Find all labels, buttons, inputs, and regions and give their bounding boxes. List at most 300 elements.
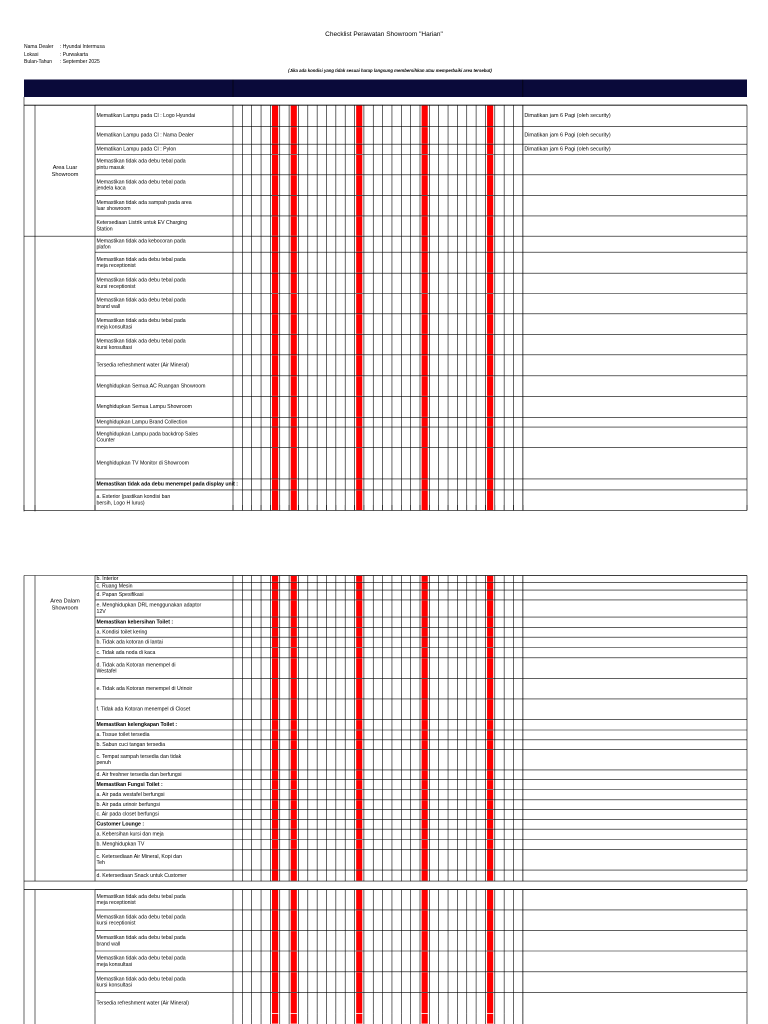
highlight-day-cell xyxy=(291,820,297,829)
highlight-day-cell xyxy=(291,294,297,314)
highlight-day-cell xyxy=(291,479,297,489)
kondisi-ideal-cell xyxy=(97,220,188,232)
kondisi-ideal-cell: b. Menghidupkan TV xyxy=(96,841,145,848)
kondisi-ideal-cell: Tersedia refreshment water (Air Mineral) xyxy=(96,362,190,369)
highlight-day-cell xyxy=(291,196,297,216)
text-line: kursi receptionist xyxy=(96,920,136,927)
highlight-day-cell xyxy=(291,993,297,1013)
highlight-day-cell xyxy=(272,253,278,273)
highlight-day-cell xyxy=(356,951,362,971)
highlight-day-cell xyxy=(272,800,278,809)
highlight-day-cell xyxy=(291,972,297,992)
highlight-day-cell xyxy=(272,397,278,417)
highlight-day-cell xyxy=(422,780,428,789)
highlight-day-cell xyxy=(487,294,493,314)
highlight-day-cell xyxy=(487,740,493,749)
highlight-day-cell xyxy=(356,479,362,489)
highlight-day-cell xyxy=(356,155,362,175)
highlight-day-cell xyxy=(487,155,493,175)
highlight-day-cell xyxy=(422,850,428,870)
highlight-day-cell xyxy=(356,890,362,910)
kondisi-ideal-cell: d. Air freshner tersedia dan berfungsi xyxy=(96,772,182,779)
highlight-day-cell xyxy=(422,910,428,930)
highlight-day-cell xyxy=(272,274,278,294)
highlight-day-cell xyxy=(356,335,362,355)
highlight-day-cell xyxy=(356,648,362,658)
text-line: c. Ketersediaan Air Mineral, Kopi dan xyxy=(96,853,182,860)
text-line: bersih, Logo H lurus) xyxy=(96,500,145,507)
text-line: meja receptionist xyxy=(96,900,136,907)
text-line: jendela kaca xyxy=(96,185,126,192)
text-line: Station xyxy=(96,226,113,233)
highlight-day-cell xyxy=(291,679,297,699)
highlight-day-cell xyxy=(272,448,278,479)
highlight-day-cell xyxy=(487,810,493,819)
highlight-day-cell xyxy=(291,576,297,582)
highlight-day-cell xyxy=(272,638,278,648)
text-line: Showroom xyxy=(51,605,79,612)
highlight-day-cell xyxy=(356,237,362,252)
kondisi-ideal-cell: a. Kondisi toilet kering xyxy=(96,629,148,636)
highlight-day-cell xyxy=(272,830,278,840)
highlight-day-cell xyxy=(422,355,428,375)
highlight-day-cell xyxy=(422,871,428,881)
text-line: Memastikan tidak ada debu tebal pada xyxy=(96,297,186,304)
meta-value: : Hyundai Intermusa xyxy=(60,44,105,50)
highlight-day-cell xyxy=(356,993,362,1013)
highlight-day-cell xyxy=(356,600,362,616)
highlight-day-cell xyxy=(487,274,493,294)
text-line: brand wall xyxy=(96,941,121,948)
highlight-day-cell xyxy=(272,871,278,881)
highlight-day-cell xyxy=(272,418,278,427)
highlight-day-cell xyxy=(422,790,428,800)
highlight-day-cell xyxy=(487,648,493,658)
highlight-day-cell xyxy=(272,951,278,971)
highlight-day-cell xyxy=(291,253,297,273)
highlight-day-cell xyxy=(422,699,428,719)
top-instruction-note: (Jika ada kondisi yang tidak sesuai harap langsung membersihkan atau memperbaiki area tersebut) xyxy=(288,68,492,73)
highlight-day-cell xyxy=(291,1014,297,1024)
highlight-day-cell xyxy=(422,216,428,236)
highlight-day-cell xyxy=(422,314,428,334)
kondisi-ideal-cell xyxy=(97,935,186,947)
kondisi-ideal-cell xyxy=(97,914,186,926)
text-line: d. Tidak ada Kotoran menempel di xyxy=(96,662,176,669)
highlight-day-cell xyxy=(291,127,297,144)
highlight-day-cell xyxy=(291,638,297,648)
kondisi-ideal-cell: d. Papan Spesifikasi xyxy=(96,592,144,599)
highlight-day-cell xyxy=(272,679,278,699)
kondisi-ideal-cell: Tersedia refreshment water (Air Mineral) xyxy=(96,1000,190,1007)
highlight-day-cell xyxy=(487,720,493,730)
highlight-day-cell xyxy=(422,830,428,840)
kondisi-ideal-cell xyxy=(97,238,186,250)
highlight-day-cell xyxy=(272,155,278,175)
text-line: a. Exterior (pastikan kondisi ban xyxy=(96,494,171,501)
highlight-day-cell xyxy=(487,418,493,427)
highlight-day-cell xyxy=(291,397,297,417)
highlight-day-cell xyxy=(356,583,362,590)
text-line: Teh xyxy=(96,860,105,867)
kondisi-ideal-cell: a. Kebersihan kursi dan meja xyxy=(96,831,164,838)
highlight-day-cell xyxy=(272,591,278,600)
kondisi-ideal-cell: f. Tidak ada Kotoran menempel di Closet xyxy=(96,706,191,713)
kondisi-ideal-cell: b. Sabun cuci tangan tersedia xyxy=(96,741,166,748)
highlight-day-cell xyxy=(291,658,297,678)
highlight-day-cell xyxy=(422,750,428,770)
highlight-day-cell xyxy=(272,810,278,819)
highlight-day-cell xyxy=(356,253,362,273)
text-line: Memastikan tidak ada debu tebal pada xyxy=(96,893,186,900)
highlight-day-cell xyxy=(422,770,428,779)
highlight-day-cell xyxy=(291,790,297,800)
kondisi-ideal-cell xyxy=(97,976,186,988)
highlight-day-cell xyxy=(487,216,493,236)
kondisi-ideal-cell xyxy=(97,431,199,443)
highlight-day-cell xyxy=(487,951,493,971)
meta-label: Lokasi xyxy=(24,51,39,58)
highlight-day-cell xyxy=(272,196,278,216)
highlight-day-cell xyxy=(356,448,362,479)
highlight-day-cell xyxy=(356,699,362,719)
text-line: Memastikan tidak ada debu tebal pada xyxy=(96,914,186,921)
highlight-day-cell xyxy=(487,628,493,637)
highlight-day-cell xyxy=(356,294,362,314)
highlight-day-cell xyxy=(422,155,428,175)
kondisi-ideal-cell xyxy=(97,662,176,674)
highlight-day-cell xyxy=(291,376,297,396)
highlight-day-cell xyxy=(356,910,362,930)
kondisi-ideal-cell xyxy=(97,339,186,351)
highlight-day-cell xyxy=(272,699,278,719)
meta-label: Nama Dealer xyxy=(24,44,54,50)
highlight-day-cell xyxy=(356,355,362,375)
highlight-day-cell xyxy=(487,890,493,910)
highlight-day-cell xyxy=(487,638,493,648)
highlight-day-cell xyxy=(487,699,493,719)
text-line: Memastikan tidak ada debu tebal pada xyxy=(96,976,186,983)
highlight-day-cell xyxy=(356,720,362,730)
highlight-day-cell xyxy=(272,993,278,1013)
text-line: Showroom xyxy=(51,172,79,178)
highlight-day-cell xyxy=(422,810,428,819)
highlight-day-cell xyxy=(356,376,362,396)
notes-cell: Dimatikan jam 6 Pagi (oleh security) xyxy=(524,146,611,153)
text-line: c. Tempat sampah tersedia dan tidak xyxy=(96,753,182,760)
text-line: Memastikan tidak ada debu tebal pada xyxy=(96,158,186,165)
kondisi-ideal-cell xyxy=(97,854,182,866)
highlight-day-cell xyxy=(487,253,493,273)
highlight-day-cell xyxy=(291,448,297,479)
highlight-day-cell xyxy=(422,479,428,489)
kondisi-ideal-cell: Menghidupkan Semua Lampu Showroom xyxy=(96,404,192,411)
highlight-day-cell xyxy=(356,145,362,155)
highlight-day-cell xyxy=(356,750,362,770)
text-line: kursi receptionist xyxy=(96,283,136,290)
highlight-day-cell xyxy=(422,253,428,273)
highlight-day-cell xyxy=(422,583,428,590)
highlight-day-cell xyxy=(356,127,362,144)
highlight-day-cell xyxy=(272,335,278,355)
text-line: Counter xyxy=(96,437,115,444)
highlight-day-cell xyxy=(291,175,297,195)
highlight-day-cell xyxy=(291,155,297,175)
kondisi-ideal-cell: Memastikan kelengkapan Toilet : xyxy=(96,722,178,729)
highlight-day-cell xyxy=(272,780,278,789)
highlight-day-cell xyxy=(291,428,297,448)
kondisi-ideal-cell: Customer Lounge : xyxy=(96,821,145,828)
highlight-day-cell xyxy=(272,618,278,628)
highlight-day-cell xyxy=(356,850,362,870)
kondisi-ideal-cell xyxy=(96,179,186,191)
highlight-day-cell xyxy=(422,418,428,427)
highlight-day-cell xyxy=(487,335,493,355)
highlight-day-cell xyxy=(487,196,493,216)
highlight-day-cell xyxy=(272,730,278,739)
highlight-day-cell xyxy=(422,740,428,749)
highlight-day-cell xyxy=(422,448,428,479)
kondisi-ideal-cell xyxy=(97,603,202,615)
highlight-day-cell xyxy=(487,618,493,628)
highlight-day-cell xyxy=(487,871,493,881)
text-line: Memastikan tidak ada sampah pada area xyxy=(96,199,192,206)
meta-value: : September 2025 xyxy=(60,59,100,66)
highlight-day-cell xyxy=(272,490,278,510)
highlight-day-cell xyxy=(487,376,493,396)
highlight-day-cell xyxy=(356,871,362,881)
highlight-day-cell xyxy=(291,591,297,600)
highlight-day-cell xyxy=(422,628,428,637)
kondisi-ideal-cell xyxy=(97,894,186,906)
highlight-day-cell xyxy=(291,216,297,236)
highlight-day-cell xyxy=(291,951,297,971)
highlight-day-cell xyxy=(291,750,297,770)
highlight-day-cell xyxy=(487,145,493,155)
highlight-day-cell xyxy=(272,583,278,590)
highlight-day-cell xyxy=(487,1014,493,1024)
highlight-day-cell xyxy=(272,376,278,396)
kondisi-ideal-cell xyxy=(97,277,186,289)
highlight-day-cell xyxy=(356,490,362,510)
highlight-day-cell xyxy=(487,910,493,930)
highlight-day-cell xyxy=(487,583,493,590)
highlight-day-cell xyxy=(356,196,362,216)
highlight-day-cell xyxy=(356,175,362,195)
text-line: meja receptionist xyxy=(96,263,136,270)
highlight-day-cell xyxy=(356,800,362,809)
highlight-day-cell xyxy=(291,840,297,849)
highlight-day-cell xyxy=(422,648,428,658)
highlight-day-cell xyxy=(272,658,278,678)
highlight-day-cell xyxy=(422,730,428,739)
document-title: Checklist Perawatan Showroom "Harian" xyxy=(325,31,443,38)
highlight-day-cell xyxy=(487,127,493,144)
kondisi-ideal-cell: b. Interior xyxy=(96,576,119,583)
text-line: meja konsultasi xyxy=(96,324,133,331)
highlight-day-cell xyxy=(487,576,493,582)
highlight-day-cell xyxy=(272,972,278,992)
highlight-day-cell xyxy=(272,145,278,155)
text-line: e. Menghidupkan DRL menggunakan adaptor xyxy=(96,602,202,609)
highlight-day-cell xyxy=(272,890,278,910)
highlight-day-cell xyxy=(422,1014,428,1024)
highlight-day-cell xyxy=(356,274,362,294)
highlight-day-cell xyxy=(272,106,278,127)
highlight-day-cell xyxy=(487,355,493,375)
highlight-day-cell xyxy=(356,679,362,699)
text-line: 12V xyxy=(96,608,106,615)
text-line: luar showroom xyxy=(96,206,131,213)
highlight-day-cell xyxy=(422,335,428,355)
highlight-day-cell xyxy=(487,931,493,951)
kondisi-ideal-cell: b. Tidak ada kotoran di lantai xyxy=(96,639,163,646)
highlight-day-cell xyxy=(291,720,297,730)
text-line: Memastikan tidak ada debu tebal pada xyxy=(96,318,186,325)
highlight-day-cell xyxy=(422,972,428,992)
kondisi-ideal-cell xyxy=(97,200,192,212)
text-line: kursi konsultasi xyxy=(96,982,132,989)
kondisi-ideal-cell: a. Tissue toilet tersedia xyxy=(96,732,150,739)
highlight-day-cell xyxy=(272,750,278,770)
highlight-day-cell xyxy=(422,600,428,616)
highlight-day-cell xyxy=(356,1014,362,1024)
text-line: Memastikan tidak ada debu tebal pada xyxy=(96,955,186,962)
highlight-day-cell xyxy=(487,780,493,789)
highlight-day-cell xyxy=(487,993,493,1013)
highlight-day-cell xyxy=(356,428,362,448)
kondisi-ideal-cell xyxy=(97,159,186,171)
highlight-day-cell xyxy=(356,820,362,829)
text-line: pintu masuk xyxy=(96,165,125,172)
text-line: kursi konsultasi xyxy=(96,344,132,351)
highlight-day-cell xyxy=(487,972,493,992)
highlight-day-cell xyxy=(422,618,428,628)
highlight-day-cell xyxy=(291,830,297,840)
highlight-day-cell xyxy=(356,628,362,637)
text-line: Area Luar xyxy=(52,165,78,172)
meta-label: Bulan-Tahun xyxy=(24,59,53,66)
kondisi-ideal-cell: Mematikan Lampu pada CI : Pylon xyxy=(96,146,177,153)
text-line: Menghidupkan Lampu pada backdrop Sales xyxy=(96,431,199,438)
highlight-day-cell xyxy=(487,750,493,770)
highlight-day-cell xyxy=(272,175,278,195)
highlight-day-cell xyxy=(272,840,278,849)
highlight-day-cell xyxy=(356,790,362,800)
highlight-day-cell xyxy=(356,931,362,951)
highlight-day-cell xyxy=(272,628,278,637)
highlight-day-cell xyxy=(487,479,493,489)
kondisi-ideal-cell: e. Tidak ada Kotoran menempel di Urinoir xyxy=(96,685,193,692)
highlight-day-cell xyxy=(422,428,428,448)
highlight-day-cell xyxy=(291,810,297,819)
kondisi-ideal-cell xyxy=(97,318,186,330)
highlight-day-cell xyxy=(291,618,297,628)
highlight-day-cell xyxy=(422,175,428,195)
highlight-day-cell xyxy=(487,790,493,800)
highlight-day-cell xyxy=(422,294,428,314)
highlight-day-cell xyxy=(487,800,493,809)
highlight-day-cell xyxy=(422,840,428,849)
highlight-day-cell xyxy=(487,314,493,334)
highlight-day-cell xyxy=(291,699,297,719)
highlight-day-cell xyxy=(272,479,278,489)
highlight-day-cell xyxy=(487,106,493,127)
highlight-day-cell xyxy=(272,770,278,779)
text-line: Ketersediaan Listrik untuk EV Charging xyxy=(96,220,188,227)
highlight-day-cell xyxy=(487,820,493,829)
kondisi-ideal-cell: c. Ruang Mesin xyxy=(96,583,133,590)
highlight-day-cell xyxy=(356,618,362,628)
highlight-day-cell xyxy=(272,600,278,616)
meta-value: : Purwakarta xyxy=(60,51,89,58)
highlight-day-cell xyxy=(291,628,297,637)
highlight-day-cell xyxy=(422,145,428,155)
highlight-day-cell xyxy=(487,490,493,510)
highlight-day-cell xyxy=(422,397,428,417)
highlight-day-cell xyxy=(422,720,428,730)
highlight-day-cell xyxy=(356,418,362,427)
highlight-day-cell xyxy=(272,1014,278,1024)
highlight-day-cell xyxy=(272,820,278,829)
highlight-day-cell xyxy=(291,145,297,155)
text-line: Memastikan tidak ada debu tebal pada xyxy=(96,256,186,263)
highlight-day-cell xyxy=(356,770,362,779)
highlight-day-cell xyxy=(272,931,278,951)
highlight-day-cell xyxy=(272,740,278,749)
highlight-day-cell xyxy=(291,770,297,779)
highlight-day-cell xyxy=(291,850,297,870)
highlight-day-cell xyxy=(291,648,297,658)
highlight-day-cell xyxy=(356,972,362,992)
text-line: penuh xyxy=(96,760,111,767)
group-item-name xyxy=(50,599,80,612)
highlight-day-cell xyxy=(291,730,297,739)
highlight-day-cell xyxy=(356,314,362,334)
highlight-day-cell xyxy=(356,830,362,840)
kondisi-ideal-cell: Memastikan Fungsi Toilet : xyxy=(96,781,163,788)
highlight-day-cell xyxy=(356,730,362,739)
highlight-day-cell xyxy=(291,931,297,951)
highlight-day-cell xyxy=(272,355,278,375)
kondisi-ideal-cell: Menghidupkan Semua AC Ruangan Showroom xyxy=(96,383,206,390)
highlight-day-cell xyxy=(291,355,297,375)
highlight-day-cell xyxy=(422,679,428,699)
kondisi-ideal-cell: Menghidupkan Lampu Brand Collection xyxy=(96,419,188,426)
highlight-day-cell xyxy=(422,490,428,510)
highlight-day-cell xyxy=(487,730,493,739)
highlight-day-cell xyxy=(291,740,297,749)
highlight-day-cell xyxy=(422,274,428,294)
highlight-day-cell xyxy=(356,810,362,819)
highlight-day-cell xyxy=(487,840,493,849)
highlight-day-cell xyxy=(272,648,278,658)
highlight-day-cell xyxy=(272,294,278,314)
highlight-day-cell xyxy=(291,890,297,910)
highlight-day-cell xyxy=(272,576,278,582)
highlight-day-cell xyxy=(356,840,362,849)
highlight-day-cell xyxy=(291,490,297,510)
highlight-day-cell xyxy=(272,127,278,144)
highlight-day-cell xyxy=(422,196,428,216)
highlight-day-cell xyxy=(291,871,297,881)
highlight-day-cell xyxy=(422,951,428,971)
kondisi-ideal-cell: Mematikan Lampu pada CI : Logo Hyundai xyxy=(96,113,196,120)
text-line: Memastikan tidak ada debu tebal pada xyxy=(96,934,186,941)
text-line: Area Dalam xyxy=(50,598,80,605)
highlight-day-cell xyxy=(356,106,362,127)
table-header-bg xyxy=(24,80,747,98)
